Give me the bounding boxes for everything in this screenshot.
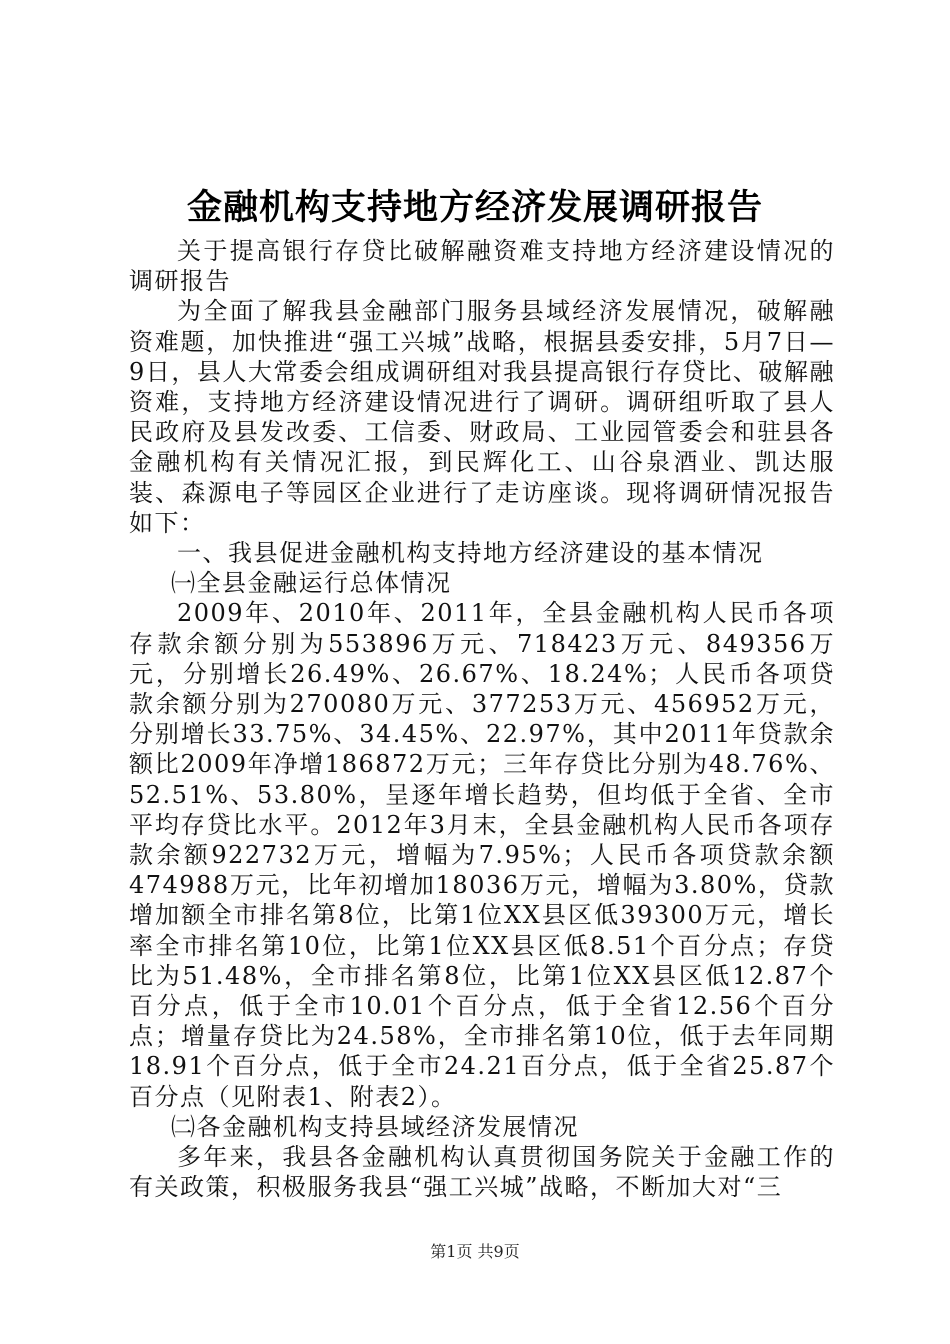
subsection-heading-2: ㈡各金融机构支持县域经济发展情况 <box>171 1112 579 1141</box>
page-footer: 第1页 共9页 <box>430 1242 520 1261</box>
section-heading-1: 一、我县促进金融机构支持地方经济建设的基本情况 <box>177 539 764 568</box>
paragraph-intro: 为全面了解我县金融部门服务县域经济发展情况，破解融资难题，加快推进“强工兴城”战略，根据县委安排，5月7日—9日，县人大常委会组成调研组对我县提高银行存贷比、破解融资难，支持地方经济建设情况进行了调研。调研组听取了县人民政府及县发改委、工信委、财政局、工业园管委会和驻县各金融机构有关情况汇报，到民辉化工、山谷泉酒业、凯达服装、森源电子等园区企业进行了走访座谈。现将调研情况报告如下： <box>129 297 835 537</box>
document-title: 金融机构支持地方经济发展调研报告 <box>186 187 763 228</box>
document-body <box>129 236 835 1203</box>
subsection-heading-1: ㈠全县金融运行总体情况 <box>171 569 452 598</box>
paragraph-subtitle: 关于提高银行存贷比破解融资难支持地方经济建设情况的调研报告 <box>129 237 835 296</box>
paragraph-financial-data: 2009年、2010年、2011年，全县金融机构人民币各项存款余额分别为553896万元、718423万元、849356万元，分别增长26.49%、26.67%、18.24%；人民币各项贷款余额分别为270080万元、377253万元、456952万元，分别增长33.75%、34.45%、22.97%，其中2011年贷款余额比2009年净增186872万元；三年存贷比分别为48.76%、52.51%、53.80%，呈逐年增长趋势，但均低于全省、全市平均存贷比水平。2012年3月末，全县金融机构人民币各项存款余额922732万元，增幅为7.95%；人民币各项贷款余额474988万元，比年初增加18036万元，增幅为3.80%，贷款增加额全市排名第8位，比第1位XX县区低39300万元，增长率全市排名第10位，比第1位XX县区低8.51个百分点；存贷比为51.48%，全市排名第8位，比第1位XX县区低12.87个百分点，低于全市10.01个百分点，低于全省12.56个百分点；增量存贷比为24.58%，全市排名第10位，低于去年同期18.91个百分点，低于全市24.21百分点，低于全省25.87个百分点（见附表1、附表2）。 <box>129 599 835 1111</box>
paragraph-support: 多年来，我县各金融机构认真贯彻国务院关于金融工作的有关政策，积极服务我县“强工兴城”战略，不断加大对“三 <box>129 1143 835 1202</box>
